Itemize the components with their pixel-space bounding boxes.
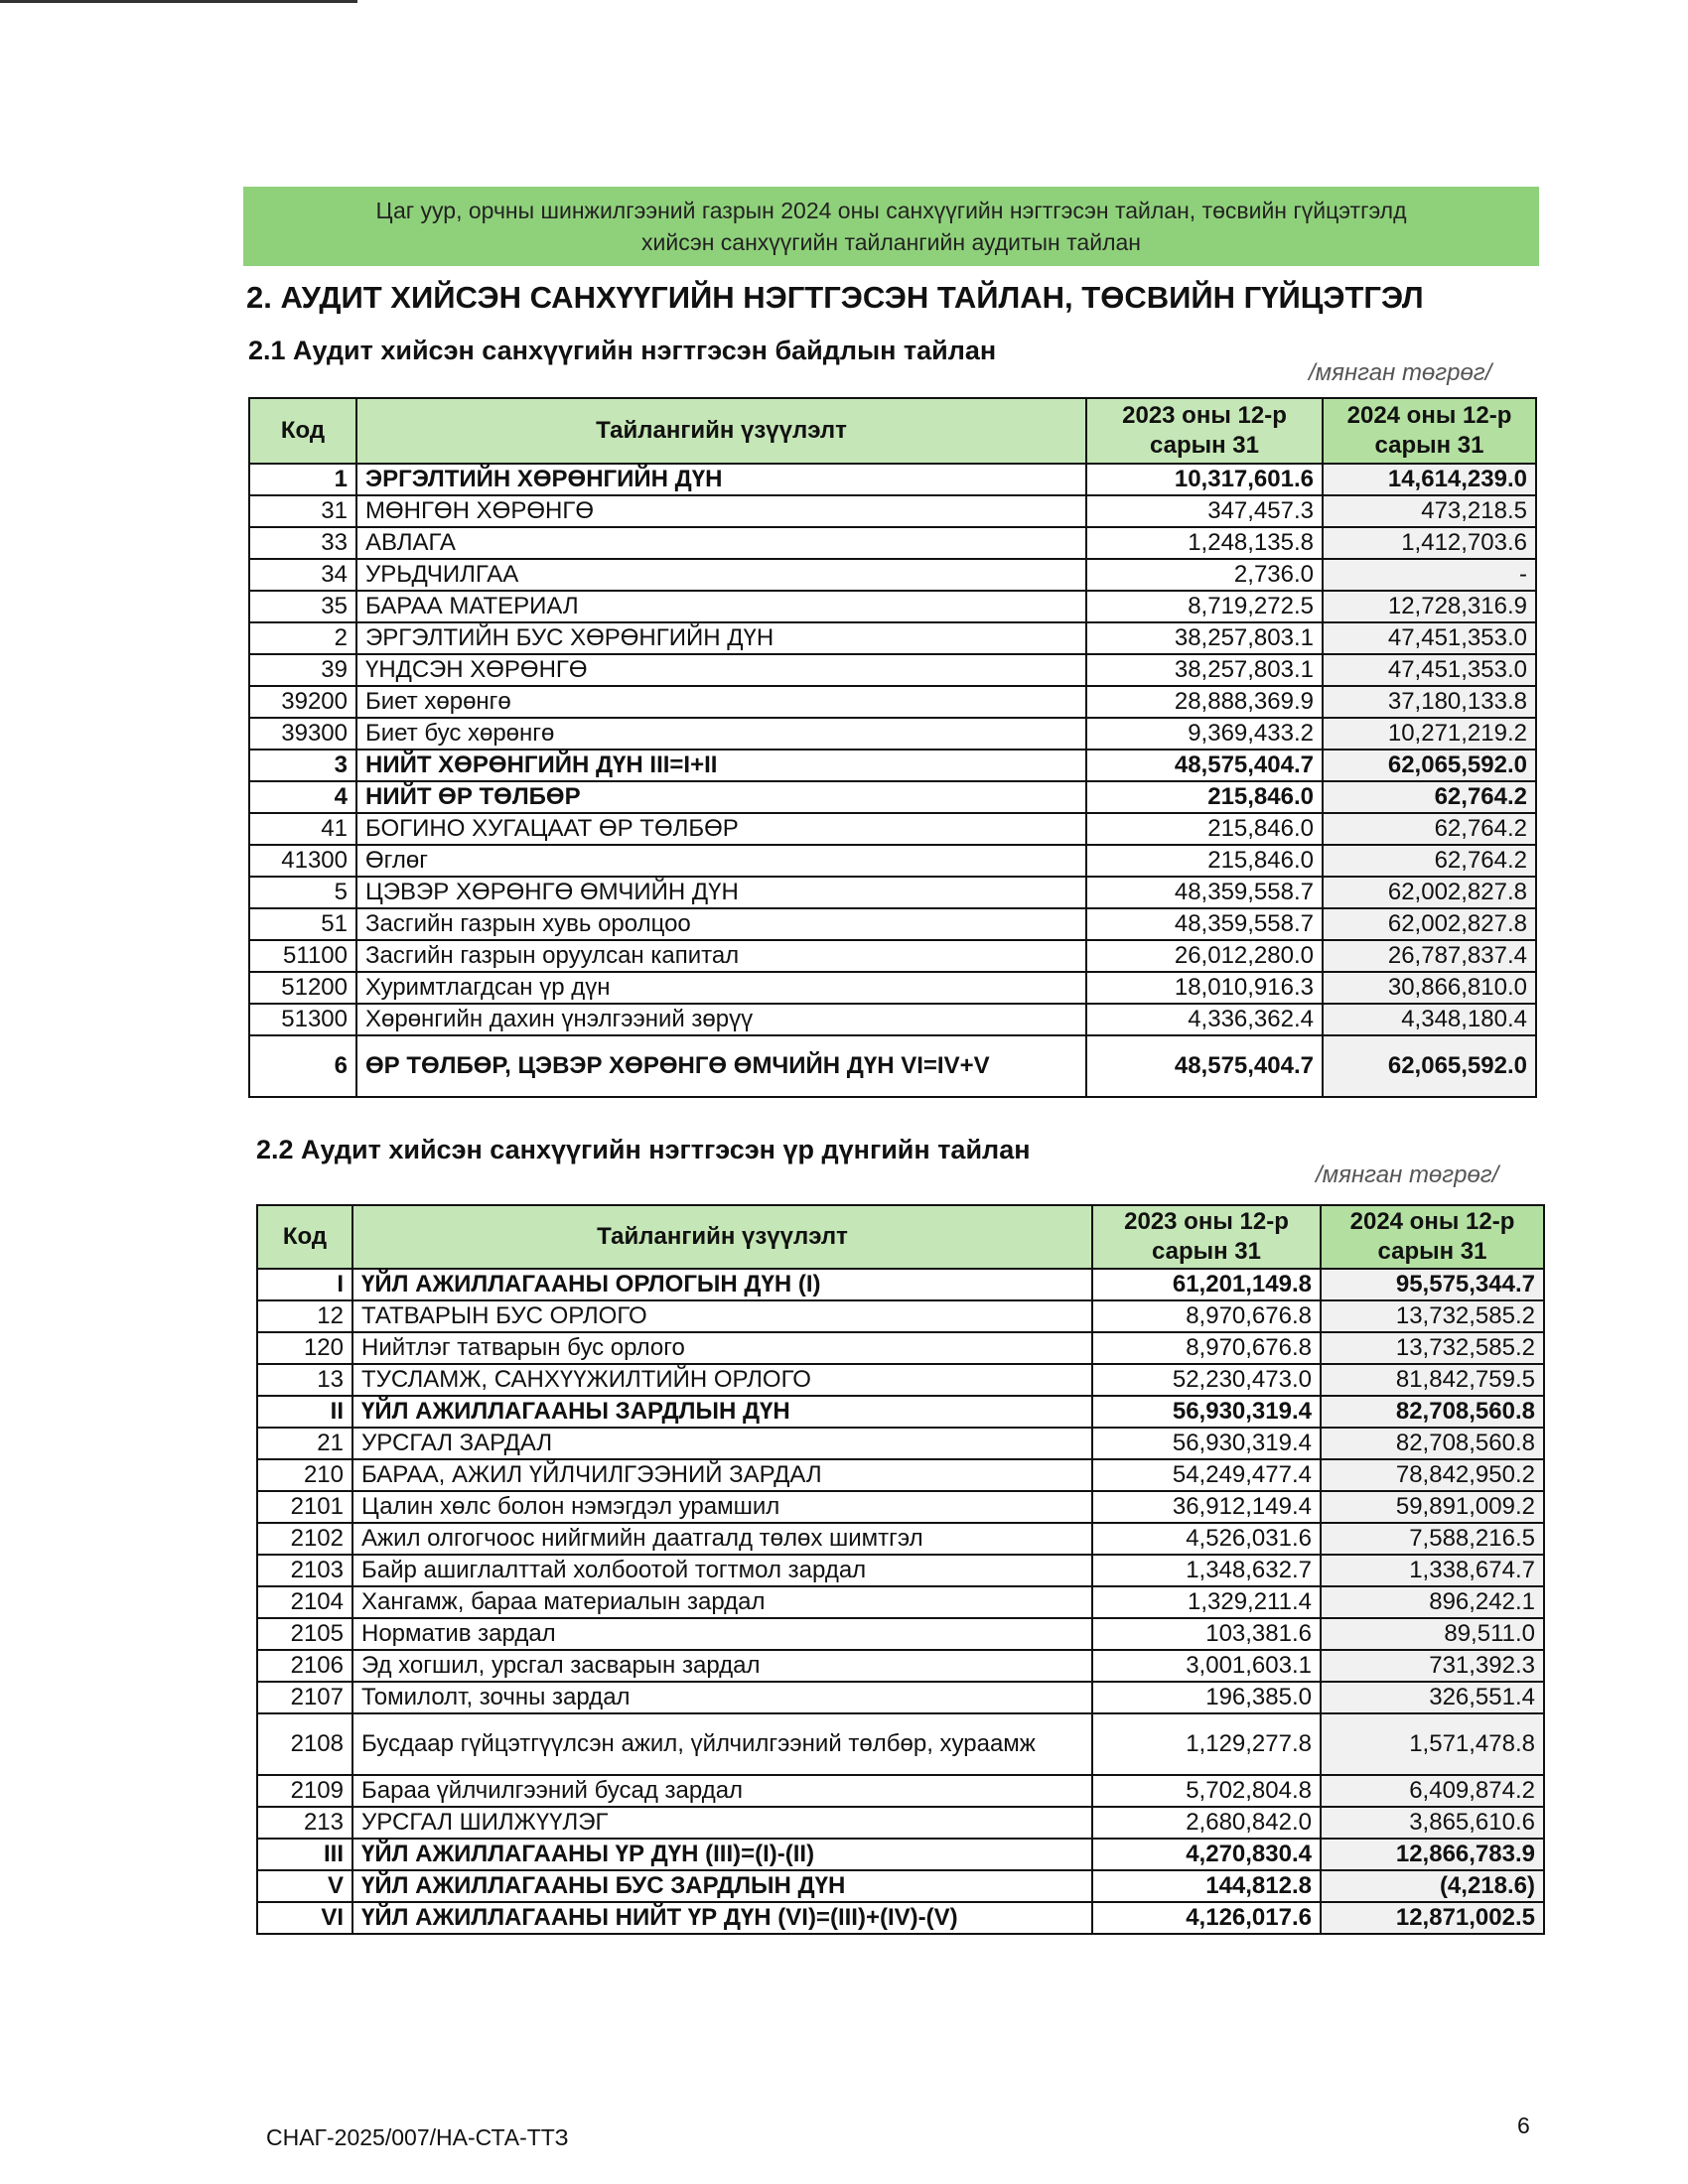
row-code: 213	[257, 1807, 352, 1839]
row-code: 39	[249, 654, 356, 686]
row-label: УРСГАЛ ШИЛЖҮҮЛЭГ	[352, 1807, 1092, 1839]
row-value-2024: 62,002,827.8	[1323, 908, 1536, 940]
row-label: Томилолт, зочны зардал	[352, 1682, 1092, 1713]
row-value-2023: 8,970,676.8	[1092, 1300, 1321, 1332]
table-row	[257, 1364, 1544, 1396]
row-code: 41300	[249, 845, 356, 877]
row-label: Ажил олгогчоос нийгмийн даатгалд төлөх шимтгэл	[352, 1523, 1092, 1555]
header-indicator: Тайлангийн үзүүлэлт	[352, 1205, 1092, 1269]
row-label: Хуримтлагдсан үр дүн	[356, 972, 1086, 1004]
row-value-2023: 52,230,473.0	[1092, 1364, 1321, 1396]
row-value-2023: 215,846.0	[1086, 781, 1323, 813]
table-row	[249, 781, 1536, 813]
row-label: АВЛАГА	[356, 527, 1086, 559]
financial-position-table	[248, 397, 1537, 1098]
page-number: 6	[1517, 2113, 1530, 2138]
row-value-2024: 62,764.2	[1323, 845, 1536, 877]
table-row	[257, 1618, 1544, 1650]
row-value-2024: 82,708,560.8	[1321, 1396, 1544, 1428]
table-row	[249, 845, 1536, 877]
row-code: 51200	[249, 972, 356, 1004]
row-value-2024: 14,614,239.0	[1323, 464, 1536, 495]
row-value-2023: 1,248,135.8	[1086, 527, 1323, 559]
row-code: I	[257, 1269, 352, 1300]
performance-table	[256, 1204, 1545, 1935]
row-code: 13	[257, 1364, 352, 1396]
table-row	[249, 591, 1536, 622]
row-label: Хөрөнгийн дахин үнэлгээний зөрүү	[356, 1004, 1086, 1035]
table-row	[249, 686, 1536, 718]
row-label: Эд хогшил, урсгал засварын зардал	[352, 1650, 1092, 1682]
row-value-2023: 56,930,319.4	[1092, 1428, 1321, 1459]
row-label: Норматив зардал	[352, 1618, 1092, 1650]
row-code: 33	[249, 527, 356, 559]
row-value-2023: 8,970,676.8	[1092, 1332, 1321, 1364]
row-label: ҮЙЛ АЖИЛЛАГААНЫ ҮР ДҮН (III)=(I)-(II)	[352, 1839, 1092, 1870]
row-code: 2101	[257, 1491, 352, 1523]
banner-line-2: хийсэн санхүүгийн тайлангийн аудитын тайлан	[641, 229, 1141, 255]
row-value-2024: (4,218.6)	[1321, 1870, 1544, 1902]
table-row	[249, 654, 1536, 686]
row-value-2024: 62,065,592.0	[1323, 1035, 1536, 1097]
row-value-2024: 78,842,950.2	[1321, 1459, 1544, 1491]
row-value-2023: 38,257,803.1	[1086, 622, 1323, 654]
table-row	[249, 464, 1536, 495]
row-label: ҮЙЛ АЖИЛЛАГААНЫ БУС ЗАРДЛЫН ДҮН	[352, 1870, 1092, 1902]
row-label: ҮНДСЭН ХӨРӨНГӨ	[356, 654, 1086, 686]
row-value-2024: 59,891,009.2	[1321, 1491, 1544, 1523]
row-value-2023: 8,719,272.5	[1086, 591, 1323, 622]
row-value-2023: 347,457.3	[1086, 495, 1323, 527]
row-label: Бараа үйлчилгээний бусад зардал	[352, 1775, 1092, 1807]
row-value-2023: 2,680,842.0	[1092, 1807, 1321, 1839]
row-label: ҮЙЛ АЖИЛЛАГААНЫ ЗАРДЛЫН ДҮН	[352, 1396, 1092, 1428]
row-code: 41	[249, 813, 356, 845]
table-row	[257, 1870, 1544, 1902]
row-code: 51100	[249, 940, 356, 972]
section-title: 2. АУДИТ ХИЙСЭН САНХҮҮГИЙН НЭГТГЭСЭН ТАЙЛАН, ТӨСВИЙН ГҮЙЦЭТГЭЛ	[246, 280, 1424, 315]
row-value-2024: 95,575,344.7	[1321, 1269, 1544, 1300]
row-label: ТУСЛАМЖ, САНХҮҮЖИЛТИЙН ОРЛОГО	[352, 1364, 1092, 1396]
row-value-2023: 9,369,433.2	[1086, 718, 1323, 750]
document-code: СНАГ-2025/007/НА-СТА-ТТЗ	[266, 2124, 569, 2150]
table-row	[257, 1396, 1544, 1428]
row-value-2024: 4,348,180.4	[1323, 1004, 1536, 1035]
row-value-2023: 4,526,031.6	[1092, 1523, 1321, 1555]
row-value-2024: 1,338,674.7	[1321, 1555, 1544, 1586]
row-value-2024: 473,218.5	[1323, 495, 1536, 527]
row-value-2024: 1,571,478.8	[1321, 1713, 1544, 1775]
row-code: 21	[257, 1428, 352, 1459]
row-value-2023: 2,736.0	[1086, 559, 1323, 591]
table-row	[249, 813, 1536, 845]
row-label: ҮЙЛ АЖИЛЛАГААНЫ ОРЛОГЫН ДҮН (I)	[352, 1269, 1092, 1300]
row-value-2023: 215,846.0	[1086, 845, 1323, 877]
table-row	[257, 1650, 1544, 1682]
table-row	[257, 1713, 1544, 1775]
header-2023: 2023 оны 12-р сарын 31	[1092, 1205, 1321, 1269]
row-code: 2103	[257, 1555, 352, 1586]
row-label: ӨР ТӨЛБӨР, ЦЭВЭР ХӨРӨНГӨ ӨМЧИЙН ДҮН VI=IV+V	[356, 1035, 1086, 1097]
row-label: Өглөг	[356, 845, 1086, 877]
row-value-2024: 1,412,703.6	[1323, 527, 1536, 559]
row-code: 2104	[257, 1586, 352, 1618]
table-row	[257, 1807, 1544, 1839]
row-label: Хангамж, бараа материалын зардал	[352, 1586, 1092, 1618]
table-row	[257, 1491, 1544, 1523]
row-code: VI	[257, 1902, 352, 1934]
row-code: 2108	[257, 1713, 352, 1775]
header-2023: 2023 оны 12-р сарын 31	[1086, 398, 1323, 464]
row-value-2023: 4,126,017.6	[1092, 1902, 1321, 1934]
header-code: Код	[249, 398, 356, 464]
row-value-2024: 82,708,560.8	[1321, 1428, 1544, 1459]
row-code: 2109	[257, 1775, 352, 1807]
row-label: Биет бус хөрөнгө	[356, 718, 1086, 750]
row-code: 120	[257, 1332, 352, 1364]
row-code: 34	[249, 559, 356, 591]
table-row	[257, 1839, 1544, 1870]
table-row	[249, 972, 1536, 1004]
row-label: ЭРГЭЛТИЙН ХӨРӨНГИЙН ДҮН	[356, 464, 1086, 495]
row-value-2024: 62,764.2	[1323, 781, 1536, 813]
row-label: Засгийн газрын оруулсан капитал	[356, 940, 1086, 972]
row-value-2024: 47,451,353.0	[1323, 654, 1536, 686]
table1-unit: /мянган төгрөг/	[1309, 359, 1492, 386]
table-row	[257, 1459, 1544, 1491]
row-value-2023: 196,385.0	[1092, 1682, 1321, 1713]
top-rule	[0, 0, 357, 3]
row-value-2024: 3,865,610.6	[1321, 1807, 1544, 1839]
row-code: II	[257, 1396, 352, 1428]
row-code: 51	[249, 908, 356, 940]
row-value-2024: 89,511.0	[1321, 1618, 1544, 1650]
row-code: 51300	[249, 1004, 356, 1035]
header-code: Код	[257, 1205, 352, 1269]
table-row	[257, 1555, 1544, 1586]
table-row	[249, 718, 1536, 750]
table-row	[249, 622, 1536, 654]
row-label: Биет хөрөнгө	[356, 686, 1086, 718]
row-label: УРСГАЛ ЗАРДАЛ	[352, 1428, 1092, 1459]
table-header-row	[249, 398, 1536, 464]
row-code: 39200	[249, 686, 356, 718]
row-code: 210	[257, 1459, 352, 1491]
row-code: 12	[257, 1300, 352, 1332]
row-label: БОГИНО ХУГАЦААТ ӨР ТӨЛБӨР	[356, 813, 1086, 845]
row-value-2024: 12,866,783.9	[1321, 1839, 1544, 1870]
table-row	[249, 1004, 1536, 1035]
row-label: БАРАА МАТЕРИАЛ	[356, 591, 1086, 622]
table-row	[257, 1775, 1544, 1807]
row-code: 2106	[257, 1650, 352, 1682]
row-value-2024: 62,065,592.0	[1323, 750, 1536, 781]
row-label: НИЙТ ХӨРӨНГИЙН ДҮН III=I+II	[356, 750, 1086, 781]
row-value-2024: 326,551.4	[1321, 1682, 1544, 1713]
row-label: НИЙТ ӨР ТӨЛБӨР	[356, 781, 1086, 813]
row-code: III	[257, 1839, 352, 1870]
row-value-2023: 48,575,404.7	[1086, 1035, 1323, 1097]
row-label: ЭРГЭЛТИЙН БУС ХӨРӨНГИЙН ДҮН	[356, 622, 1086, 654]
report-header-banner	[243, 187, 1539, 266]
row-label: УРЬДЧИЛГАА	[356, 559, 1086, 591]
banner-line-1: Цаг уур, орчны шинжилгээний газрын 2024 оны санхүүгийн нэгтгэсэн тайлан, төсвийн гүйцэтгэлд	[375, 198, 1407, 223]
row-code: 39300	[249, 718, 356, 750]
header-indicator: Тайлангийн үзүүлэлт	[356, 398, 1086, 464]
table-row	[257, 1902, 1544, 1934]
row-value-2024: 731,392.3	[1321, 1650, 1544, 1682]
row-value-2024: 12,871,002.5	[1321, 1902, 1544, 1934]
row-value-2023: 61,201,149.8	[1092, 1269, 1321, 1300]
row-value-2023: 1,329,211.4	[1092, 1586, 1321, 1618]
row-value-2023: 103,381.6	[1092, 1618, 1321, 1650]
row-value-2023: 4,336,362.4	[1086, 1004, 1323, 1035]
table-row	[257, 1586, 1544, 1618]
header-2024: 2024 оны 12-р сарын 31	[1321, 1205, 1544, 1269]
row-value-2024: 81,842,759.5	[1321, 1364, 1544, 1396]
row-value-2023: 26,012,280.0	[1086, 940, 1323, 972]
row-value-2023: 54,249,477.4	[1092, 1459, 1321, 1491]
row-value-2024: 47,451,353.0	[1323, 622, 1536, 654]
row-value-2024: -	[1323, 559, 1536, 591]
table-row	[249, 559, 1536, 591]
row-code: 4	[249, 781, 356, 813]
row-label: БАРАА, АЖИЛ ҮЙЛЧИЛГЭЭНИЙ ЗАРДАЛ	[352, 1459, 1092, 1491]
table-row	[249, 877, 1536, 908]
row-code: 6	[249, 1035, 356, 1097]
table-row	[249, 1035, 1536, 1097]
row-value-2023: 1,348,632.7	[1092, 1555, 1321, 1586]
row-value-2023: 215,846.0	[1086, 813, 1323, 845]
row-value-2023: 28,888,369.9	[1086, 686, 1323, 718]
table-row	[257, 1300, 1544, 1332]
row-label: ТАТВАРЫН БУС ОРЛОГО	[352, 1300, 1092, 1332]
row-label: ҮЙЛ АЖИЛЛАГААНЫ НИЙТ ҮР ДҮН (VI)=(III)+(IV)-(V)	[352, 1902, 1092, 1934]
row-value-2023: 48,359,558.7	[1086, 877, 1323, 908]
row-value-2023: 56,930,319.4	[1092, 1396, 1321, 1428]
table-row	[257, 1332, 1544, 1364]
row-label: Байр ашиглалттай холбоотой тогтмол зардал	[352, 1555, 1092, 1586]
row-value-2024: 6,409,874.2	[1321, 1775, 1544, 1807]
row-value-2024: 37,180,133.8	[1323, 686, 1536, 718]
row-code: 2105	[257, 1618, 352, 1650]
row-value-2024: 10,271,219.2	[1323, 718, 1536, 750]
table-row	[249, 908, 1536, 940]
table2-title: 2.2 Аудит хийсэн санхүүгийн нэгтгэсэн үр дүнгийн тайлан	[256, 1135, 1031, 1164]
row-label: Нийтлэг татварын бус орлого	[352, 1332, 1092, 1364]
row-value-2023: 3,001,603.1	[1092, 1650, 1321, 1682]
row-code: 3	[249, 750, 356, 781]
table-row	[249, 527, 1536, 559]
row-label: МӨНГӨН ХӨРӨНГӨ	[356, 495, 1086, 527]
row-label: Цалин хөлс болон нэмэгдэл урамшил	[352, 1491, 1092, 1523]
table-row	[249, 940, 1536, 972]
row-code: 2102	[257, 1523, 352, 1555]
row-value-2023: 1,129,277.8	[1092, 1713, 1321, 1775]
row-value-2023: 36,912,149.4	[1092, 1491, 1321, 1523]
row-value-2024: 13,732,585.2	[1321, 1332, 1544, 1364]
row-value-2023: 10,317,601.6	[1086, 464, 1323, 495]
row-value-2023: 5,702,804.8	[1092, 1775, 1321, 1807]
row-value-2024: 12,728,316.9	[1323, 591, 1536, 622]
row-value-2023: 144,812.8	[1092, 1870, 1321, 1902]
table-row	[249, 750, 1536, 781]
table-row	[257, 1428, 1544, 1459]
row-value-2024: 62,764.2	[1323, 813, 1536, 845]
row-label: Засгийн газрын хувь оролцоо	[356, 908, 1086, 940]
row-code: V	[257, 1870, 352, 1902]
table-row	[257, 1269, 1544, 1300]
row-value-2024: 7,588,216.5	[1321, 1523, 1544, 1555]
row-value-2024: 62,002,827.8	[1323, 877, 1536, 908]
table-row	[257, 1682, 1544, 1713]
table-row	[249, 495, 1536, 527]
row-code: 1	[249, 464, 356, 495]
row-value-2023: 48,359,558.7	[1086, 908, 1323, 940]
row-value-2023: 38,257,803.1	[1086, 654, 1323, 686]
row-code: 5	[249, 877, 356, 908]
row-value-2023: 48,575,404.7	[1086, 750, 1323, 781]
row-value-2024: 896,242.1	[1321, 1586, 1544, 1618]
row-code: 2107	[257, 1682, 352, 1713]
row-value-2023: 18,010,916.3	[1086, 972, 1323, 1004]
row-code: 35	[249, 591, 356, 622]
row-label: Бусдаар гүйцэтгүүлсэн ажил, үйлчилгээний төлбөр, хураамж	[352, 1713, 1092, 1775]
row-code: 2	[249, 622, 356, 654]
row-value-2024: 13,732,585.2	[1321, 1300, 1544, 1332]
row-code: 31	[249, 495, 356, 527]
row-value-2024: 26,787,837.4	[1323, 940, 1536, 972]
table2-unit: /мянган төгрөг/	[1316, 1161, 1499, 1188]
table-row	[257, 1523, 1544, 1555]
header-2024: 2024 оны 12-р сарын 31	[1323, 398, 1536, 464]
row-label: ЦЭВЭР ХӨРӨНГӨ ӨМЧИЙН ДҮН	[356, 877, 1086, 908]
row-value-2023: 4,270,830.4	[1092, 1839, 1321, 1870]
table1-title: 2.1 Аудит хийсэн санхүүгийн нэгтгэсэн байдлын тайлан	[248, 336, 997, 365]
table-header-row	[257, 1205, 1544, 1269]
row-value-2024: 30,866,810.0	[1323, 972, 1536, 1004]
